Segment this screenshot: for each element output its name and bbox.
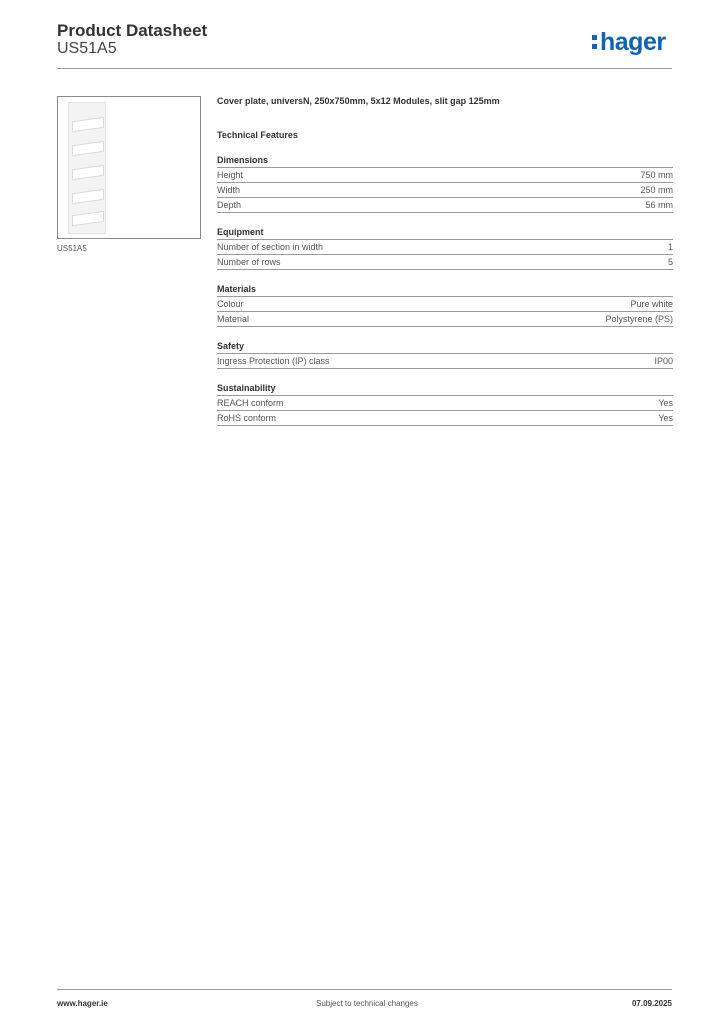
spec-row bbox=[217, 168, 673, 183]
product-image-frame bbox=[57, 96, 201, 239]
footer-website-link[interactable]: www.hager.ie bbox=[57, 999, 108, 1008]
spec-row bbox=[217, 411, 673, 426]
spec-label: Width bbox=[217, 185, 241, 195]
spec-row bbox=[217, 240, 673, 255]
spec-label: Colour bbox=[217, 299, 244, 309]
technical-features-heading: Technical Features bbox=[217, 130, 298, 140]
page-title: Product Datasheet bbox=[57, 21, 208, 40]
spec-row bbox=[217, 354, 673, 369]
spec-value: 56 mm bbox=[645, 200, 673, 210]
spec-value: 250 mm bbox=[640, 185, 673, 195]
spec-value: Pure white bbox=[630, 299, 673, 309]
section-title: Equipment bbox=[217, 226, 673, 240]
spec-row bbox=[217, 396, 673, 411]
header-divider bbox=[57, 68, 672, 69]
spec-label: Number of rows bbox=[217, 257, 281, 267]
spec-value: 5 bbox=[667, 257, 673, 267]
cover-plate-image bbox=[68, 102, 106, 234]
spec-label: Material bbox=[217, 314, 250, 324]
spec-label: Ingress Protection (IP) class bbox=[217, 356, 330, 366]
section-safety bbox=[217, 340, 673, 369]
spec-value: IP00 bbox=[654, 356, 673, 366]
spec-row bbox=[217, 312, 673, 327]
section-title: Sustainability bbox=[217, 382, 673, 396]
spec-value: Yes bbox=[658, 413, 673, 423]
logo-text: hager bbox=[600, 28, 666, 56]
footer-divider bbox=[57, 989, 672, 990]
spec-label: Height bbox=[217, 170, 244, 180]
product-description: Cover plate, universN, 250x750mm, 5x12 Modules, slit gap 125mm bbox=[217, 96, 500, 106]
spec-value: 750 mm bbox=[640, 170, 673, 180]
spec-label: Number of section in width bbox=[217, 242, 324, 252]
spec-row bbox=[217, 183, 673, 198]
section-title: Dimensions bbox=[217, 154, 673, 168]
spec-label: Depth bbox=[217, 200, 242, 210]
spec-label: REACH conform bbox=[217, 398, 284, 408]
product-details bbox=[217, 96, 673, 426]
section-sustainability bbox=[217, 382, 673, 426]
section-title: Safety bbox=[217, 340, 673, 354]
section-equipment bbox=[217, 226, 673, 270]
spec-value: Yes bbox=[658, 398, 673, 408]
spec-row bbox=[217, 198, 673, 213]
spec-label: RoHS conform bbox=[217, 413, 277, 423]
footer-note: Subject to technical changes bbox=[316, 999, 418, 1008]
section-materials bbox=[217, 283, 673, 327]
image-caption: US51A5 bbox=[57, 244, 87, 253]
spec-row bbox=[217, 255, 673, 270]
spec-value: 1 bbox=[667, 242, 673, 252]
spec-value: Polystyrene (PS) bbox=[605, 314, 673, 324]
footer-date: 07.09.2025 bbox=[631, 999, 672, 1008]
hager-logo bbox=[592, 28, 666, 56]
product-code: US51A5 bbox=[57, 40, 117, 57]
logo-colon-icon bbox=[592, 35, 597, 49]
spec-row bbox=[217, 297, 673, 312]
section-title: Materials bbox=[217, 283, 673, 297]
section-dimensions bbox=[217, 154, 673, 213]
